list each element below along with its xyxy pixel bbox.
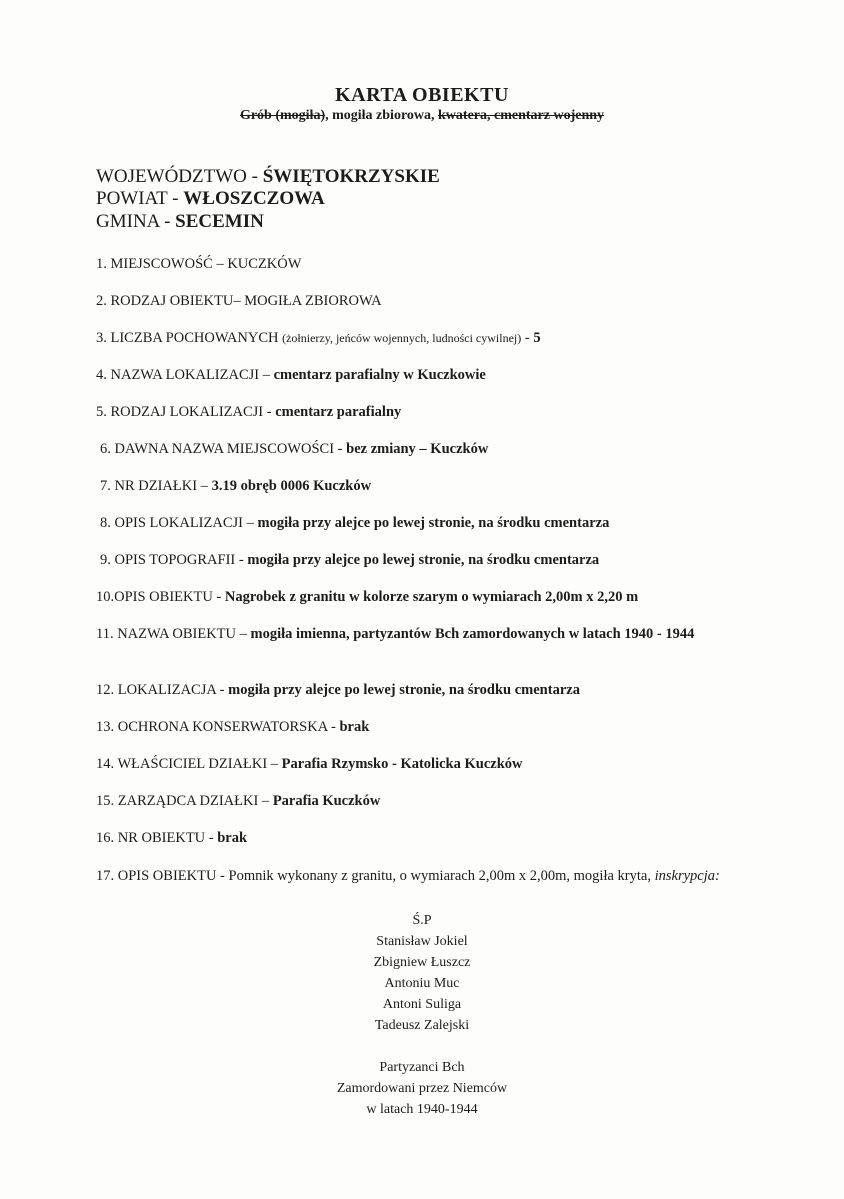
item-14-label: 14. WŁAŚCICIEL DZIAŁKI – [96, 756, 282, 772]
inscription-line-9: w latach 1940-1944 [366, 1102, 478, 1117]
item-10-value: Nagrobek z granitu w kolorze szarym o wymiarach 2,00m x 2,20 m [224, 589, 639, 605]
item-11-object-name [96, 624, 776, 645]
item-7-plot-number [100, 476, 780, 497]
item-12-label: 12. LOKALIZACJA - [96, 682, 229, 698]
item-14-plot-owner [96, 754, 776, 775]
item-8-label: 8. OPIS LOKALIZACJI – [100, 515, 258, 531]
item-6-value: bez zmiany – Kuczków [346, 441, 489, 457]
item-1-label: 1. MIEJSCOWOŚĆ – KUCZKÓW [96, 256, 302, 272]
item-9-topography [100, 550, 780, 571]
item-12-value: mogiła przy alejce po lewej stronie, na środku cmentarza [228, 682, 580, 698]
type-separator: , [325, 108, 333, 123]
item-10-label: 10.OPIS OBIEKTU - [96, 589, 225, 605]
inscription-line-1: Ś.P [412, 913, 432, 928]
item-11-value: mogiła imienna, partyzantów Bch zamordowanych w latach 1940 - 1944 [250, 626, 695, 642]
item-6-former-name [100, 439, 780, 460]
item-1-locality [96, 254, 776, 275]
item-16-object-number [96, 828, 776, 849]
item-17-object-description [96, 866, 736, 887]
inscription-line-7: Partyzanci Bch [379, 1060, 465, 1075]
item-5-value: cmentarz parafialny [275, 404, 402, 420]
commune-label: GMINA - [96, 211, 176, 232]
struck-type-grave: Grób (mogiła) [239, 108, 326, 123]
item-8-location-description [100, 513, 780, 534]
item-4-value: cmentarz parafialny w Kuczkowie [273, 367, 486, 383]
item-13-label: 13. OCHRONA KONSERWATORSKA - [96, 719, 340, 735]
commune-value: SECEMIN [175, 211, 264, 232]
item-15-label: 15. ZARZĄDCA DZIAŁKI – [96, 793, 273, 809]
county-line [96, 188, 325, 210]
item-4-label: 4. NAZWA LOKALIZACJI – [96, 367, 274, 383]
item-3-label: 3. LICZBA POCHOWANYCH [96, 330, 283, 346]
item-14-value: Parafia Rzymsko - Katolicka Kuczków [281, 756, 523, 772]
item-8-value: mogiła przy alejce po lewej stronie, na środku cmentarza [257, 515, 610, 531]
item-9-label: 9. OPIS TOPOGRAFII - [100, 552, 248, 568]
item-13-conservation [96, 717, 776, 738]
item-17-inscription-label: inskrypcja: [654, 868, 720, 884]
voivodeship-line [96, 166, 440, 188]
item-15-plot-manager [96, 791, 776, 812]
item-3-buried-count [96, 328, 776, 349]
item-17-text: 17. OPIS OBIEKTU - Pomnik wykonany z granitu, o wymiarach 2,00m x 2,00m, mogiła kryta, [96, 868, 655, 884]
item-3-separator: - [521, 330, 534, 346]
inscription-line-3: Zbigniew Łuszcz [373, 955, 471, 970]
item-15-value: Parafia Kuczków [272, 793, 381, 809]
inscription-line-5: Antoni Suliga [382, 997, 462, 1012]
item-16-label: 16. NR OBIEKTU - [96, 830, 218, 846]
inscription-line-2: Stanisław Jokiel [376, 934, 468, 949]
inscription-line-8: Zamordowani przez Niemców [336, 1081, 508, 1096]
item-6-label: 6. DAWNA NAZWA MIEJSCOWOŚCI - [100, 441, 347, 457]
selected-type: mogiła zbiorowa [332, 108, 432, 123]
document-title: KARTA OBIEKTU [335, 84, 509, 106]
item-2-object-type [96, 291, 776, 312]
item-3-value: 5 [533, 330, 541, 346]
county-value: WŁOSZCZOWA [183, 188, 325, 209]
county-label: POWIAT - [96, 188, 184, 209]
item-16-value: brak [217, 830, 248, 846]
item-11-label: 11. NAZWA OBIEKTU – [96, 626, 251, 642]
voivodeship-value: ŚWIĘTOKRZYSKIE [262, 166, 440, 187]
item-4-location-name [96, 365, 776, 386]
inscription-line-6: Tadeusz Zalejski [374, 1018, 470, 1033]
inscription-line-4: Antoniu Muc [384, 976, 460, 991]
item-10-object-description [96, 587, 776, 608]
item-12-location [96, 680, 776, 701]
type-separator: , [431, 108, 439, 123]
item-3-note: (żołnierzy, jeńców wojennych, ludności cywilnej) [282, 331, 522, 345]
item-7-value: 3.19 obręb 0006 Kuczków [211, 478, 372, 494]
item-5-location-type [96, 402, 776, 423]
item-2-label: 2. RODZAJ OBIEKTU– MOGIŁA ZBIOROWA [96, 293, 382, 309]
object-type-line [0, 108, 844, 124]
struck-type-cemetery: kwatera, cmentarz wojenny [438, 108, 605, 123]
item-5-label: 5. RODZAJ LOKALIZACJI - [96, 404, 276, 420]
commune-line [96, 211, 264, 233]
item-7-label: 7. NR DZIAŁKI – [100, 478, 212, 494]
item-9-value: mogiła przy alejce po lewej stronie, na środku cmentarza [247, 552, 600, 568]
voivodeship-label: WOJEWÓDZTWO - [96, 166, 263, 187]
item-13-value: brak [339, 719, 370, 735]
